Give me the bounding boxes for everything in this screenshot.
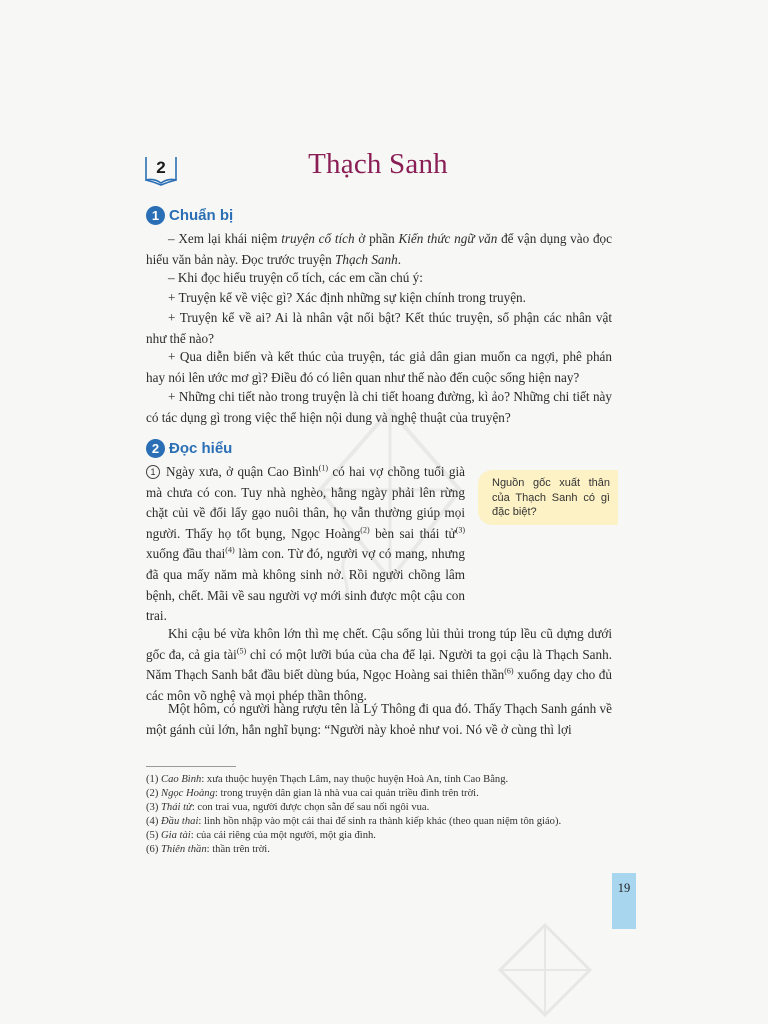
footnote: (3) Thái tử: con trai vua, người được chọn sẵn để sau nối ngôi vua. <box>146 802 430 813</box>
footnote: (5) Gia tài: của cải riêng của một người, một gia đình. <box>146 830 376 841</box>
paragraph: + Những chi tiết nào trong truyện là chi tiết hoang đường, kì ảo? Những chi tiết này có tác dụng gì trong việc thể hiện nội dung và nghệ thuật của truyện? <box>146 389 612 425</box>
section-header-prepare <box>146 204 233 226</box>
page-number-tab <box>612 873 636 929</box>
paragraph: – Khi đọc hiểu truyện cổ tích, các em cần chú ý: <box>168 270 423 285</box>
page-title: Thạch Sanh <box>308 148 448 180</box>
side-question-note: Nguồn gốc xuất thân của Thạch Sanh có gì đặc biệt? <box>478 470 618 525</box>
story-paragraph: 1 Ngày xưa, ở quận Cao Bình$^{(1)}$ có hai vợ chồng tuổi già mà chưa có con. Tuy nhà nghèo, hằng ngày phải lên rừng chặt củi về đổi lấy gạo nuôi thân, họ vẫn thường giúp mọi người. Thấy họ tốt bụng, Ngọc Hoàng$^{(2)}$ bèn sai thái tử$^{(3)}$ xuống đầu thai$^{(4)}$ làm con. Từ đó, người vợ có mang, nhưng đã qua mấy năm mà không sinh nở. Rồi người chồng lâm bệnh, chết. Mãi về sau người vợ mới sinh được một cậu con trai. <box>146 463 465 624</box>
page-number: 19 <box>617 881 631 895</box>
footnote: (1) Cao Bình: xưa thuộc huyện Thạch Lâm, nay thuộc huyện Hoà An, tỉnh Cao Bằng. <box>146 774 509 785</box>
paragraph: + Truyện kể về ai? Ai là nhân vật nổi bật? Kết thúc truyện, số phận các nhân vật như thế nào? <box>146 310 612 346</box>
section-number: 2 <box>146 439 165 458</box>
lesson-number: 2 <box>156 158 166 177</box>
story-paragraph: Khi cậu bé vừa khôn lớn thì mẹ chết. Cậu sống lủi thủi trong túp lều cũ dựng dưới gốc đa, cả gia tài$^{(5)}$ chỉ có một lưỡi búa của cha để lại. Người ta gọi cậu là Thạch Sanh. Năm Thạch Sanh bắt đầu biết dùng búa, Ngọc Hoàng sai thiên thần$^{(6)}$ xuống dạy cho đủ các môn võ nghệ và mọi phép thần thông. <box>146 626 612 703</box>
footnote: (2) Ngọc Hoàng: trong truyện dân gian là nhà vua cai quản triều đình trên trời. <box>146 788 479 799</box>
paragraph: + Qua diễn biến và kết thúc của truyện, tác giả dân gian muốn ca ngợi, phê phán hay nói lên ước mơ gì? Điều đó có liên quan như thế nào đến cuộc sống hiện nay? <box>146 349 612 385</box>
section-label: Đọc hiểu <box>169 439 233 457</box>
section-number: 1 <box>146 206 165 225</box>
section-header-reading <box>146 437 232 459</box>
kite-emblem-icon <box>480 920 610 1020</box>
paragraph-marker: 1 <box>146 465 160 479</box>
footnote-divider <box>146 766 236 767</box>
paragraph: – Xem lại khái niệm truyện cổ tích ở phần Kiến thức ngữ văn để vận dụng vào đọc hiểu văn bản này. Đọc trước truyện Thạch Sanh. <box>146 231 612 267</box>
paragraph: + Truyện kể về việc gì? Xác định những sự kiện chính trong truyện. <box>168 290 526 305</box>
story-paragraph: Một hôm, có người hàng rượu tên là Lý Thông đi qua đó. Thấy Thạch Sanh gánh về một gánh củi lớn, hắn nghĩ bụng: “Người này khoẻ như voi. Nó về ở cùng thì lợi <box>146 701 612 737</box>
section-label: Chuẩn bị <box>169 206 234 224</box>
footnote: (4) Đầu thai: linh hồn nhập vào một cái thai để sinh ra thành kiếp khác (theo quan niệm tôn giáo). <box>146 816 562 827</box>
footnote: (6) Thiên thần: thần trên trời. <box>146 844 270 855</box>
